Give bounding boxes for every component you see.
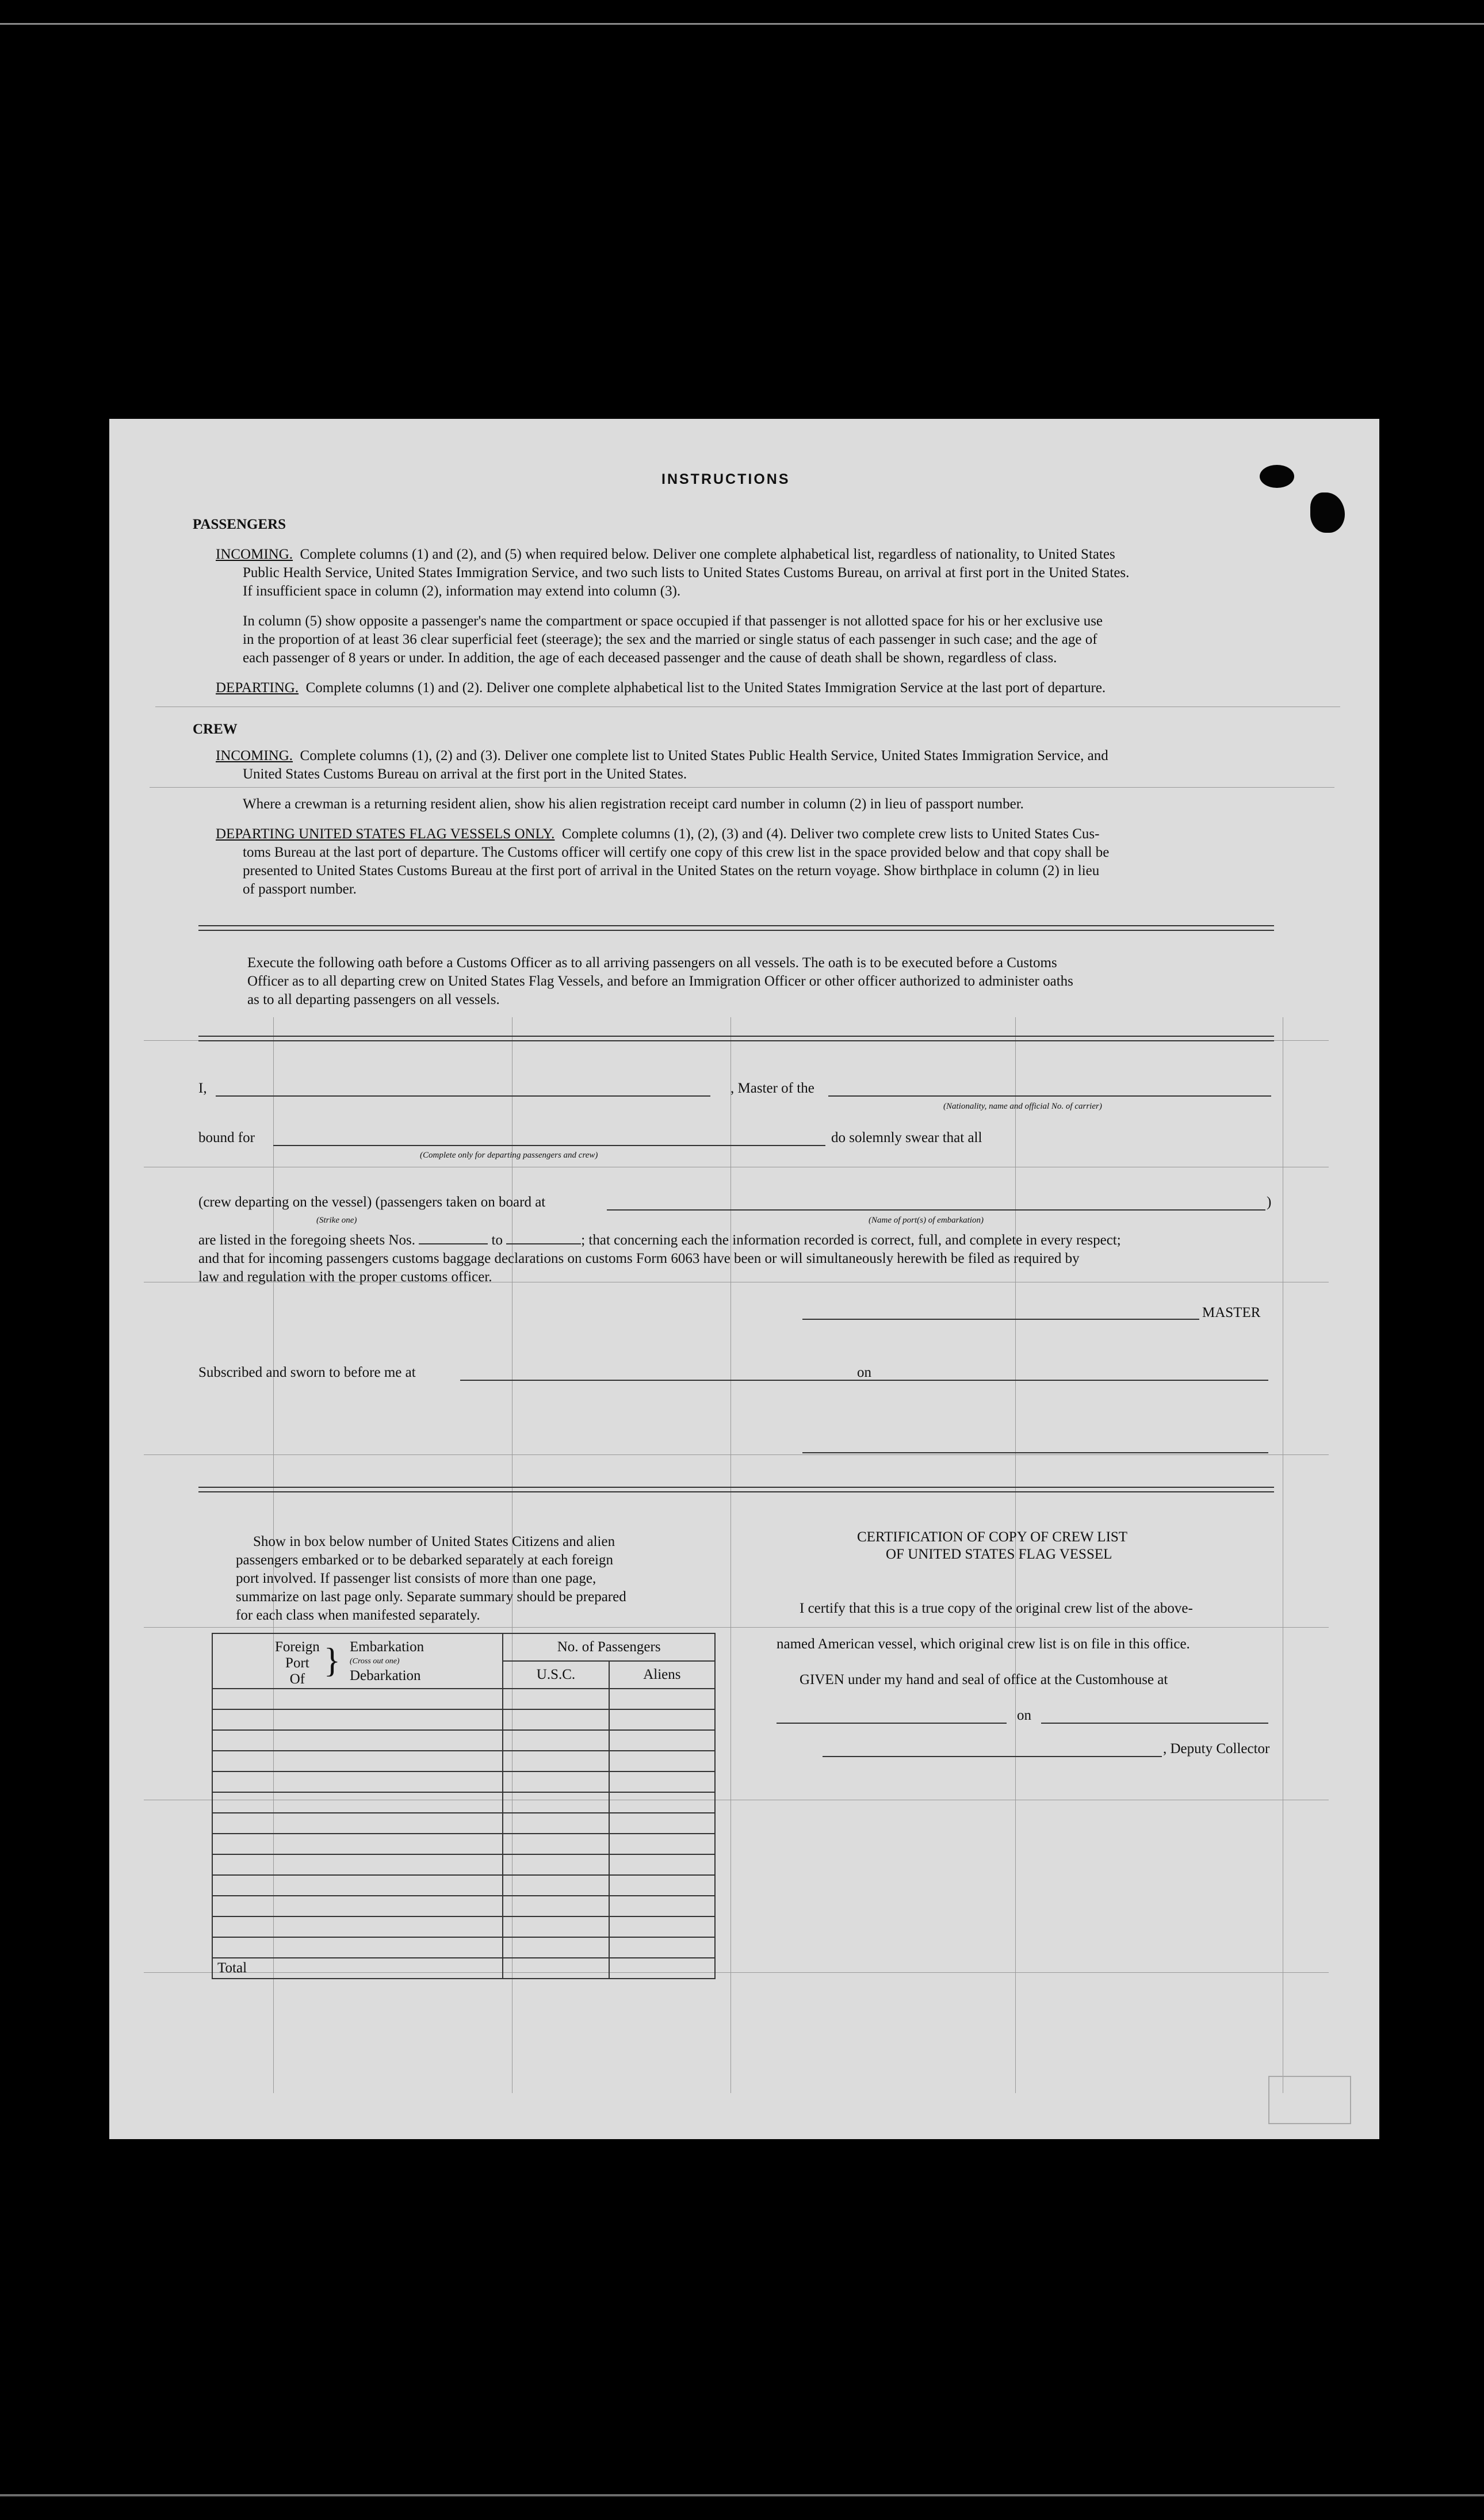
master-of-the-label: , Master of the	[730, 1080, 814, 1096]
table-row	[212, 1709, 715, 1730]
summary-line2: passengers embarked or to be debarked separately at each foreign	[236, 1552, 613, 1568]
table-row	[212, 1689, 715, 1709]
master-name-field[interactable]	[216, 1095, 710, 1097]
port-cell[interactable]	[212, 1834, 503, 1854]
oath-line2: Officer as to all departing crew on United States Flag Vessels, and before an Immigration Officer or other officer authorized to administer oaths	[247, 973, 1073, 989]
deputy-collector-label: , Deputy Collector	[1163, 1741, 1270, 1757]
usc-cell[interactable]	[503, 1730, 609, 1751]
summary-line1: Show in box below number of United States Citizens and alien	[253, 1534, 615, 1549]
incoming-paragraph-line3: If insufficient space in column (2), information may extend into column (3).	[243, 583, 681, 599]
summary-line4: summarize on last page only. Separate summary should be prepared	[236, 1589, 626, 1605]
close-paren: )	[1267, 1194, 1272, 1210]
aliens-total-cell[interactable]	[609, 1958, 715, 1979]
table-row	[212, 1813, 715, 1834]
master-signature-label: MASTER	[1202, 1305, 1261, 1320]
usc-cell[interactable]	[503, 1792, 609, 1813]
oath-line3: as to all departing passengers on all vessels.	[247, 992, 500, 1007]
departing-text: Complete columns (1) and (2). Deliver one complete alphabetical list to the United States Immigration Service at the last port of departure.	[305, 680, 1106, 696]
section-divider	[198, 930, 1274, 931]
listed-sheets-text: are listed in the foregoing sheets Nos.	[198, 1232, 415, 1248]
usc-cell[interactable]	[503, 1834, 609, 1854]
incoming-paragraph-line1	[216, 545, 1115, 563]
table-row	[212, 1730, 715, 1751]
cert-on-label: on	[1017, 1708, 1031, 1723]
section-divider	[198, 925, 1274, 926]
port-cell[interactable]	[212, 1875, 503, 1896]
foreign-label: Foreign	[275, 1639, 320, 1655]
strike-one-note: (Strike one)	[316, 1216, 357, 1225]
carrier-field[interactable]	[828, 1095, 1271, 1097]
debarkation-option[interactable]: Debarkation	[350, 1668, 421, 1683]
crew-heading: CREW	[193, 721, 238, 737]
aliens-cell[interactable]	[609, 1834, 715, 1854]
nationality-note: (Nationality, name and official No. of carrier)	[943, 1102, 1102, 1111]
bleed-line	[144, 1627, 1329, 1628]
cert-title-line2: OF UNITED STATES FLAG VESSEL	[886, 1547, 1112, 1562]
cert-date-field[interactable]	[1041, 1723, 1268, 1724]
complete-only-note: (Complete only for departing passengers and crew)	[420, 1151, 598, 1160]
departing-us-line1	[216, 825, 1099, 843]
subscribed-label: Subscribed and sworn to before me at	[198, 1365, 416, 1380]
cert-line2: named American vessel, which original crew list is on file in this office.	[777, 1636, 1190, 1652]
form-page	[109, 419, 1379, 2139]
port-cell[interactable]	[212, 1792, 503, 1813]
crewman-alien-note: Where a crewman is a returning resident alien, show his alien registration receipt card number in column (2) in lieu of passport number.	[243, 796, 1024, 812]
sworn-on-label: on	[857, 1365, 871, 1380]
cert-title-line1: CERTIFICATION OF COPY OF CREW LIST	[857, 1529, 1128, 1545]
listed-line3: law and regulation with the proper customs officer.	[198, 1269, 492, 1285]
table-row	[212, 1875, 715, 1896]
usc-cell[interactable]	[503, 1854, 609, 1875]
crew-incoming-label: INCOMING.	[216, 748, 293, 763]
no-passengers-header: No. of Passengers	[503, 1633, 715, 1661]
departing-us-line3: presented to United States Customs Bureau at the first port of arrival in the United States on the return voyage. Show birthplace in column (2) in lieu	[243, 863, 1100, 879]
sworn-date-field[interactable]	[883, 1380, 1268, 1381]
port-cell[interactable]	[212, 1813, 503, 1834]
usc-total-cell[interactable]	[503, 1958, 609, 1979]
column5-line3: each passenger of 8 years or under. In addition, the age of each deceased passenger and the cause of death shall be shown, regardless of class.	[243, 650, 1057, 666]
aliens-cell[interactable]	[609, 1813, 715, 1834]
port-cell[interactable]	[212, 1751, 503, 1771]
section-divider	[198, 1036, 1274, 1037]
aliens-cell[interactable]	[609, 1709, 715, 1730]
port-cell[interactable]	[212, 1709, 503, 1730]
usc-cell[interactable]	[503, 1916, 609, 1937]
column5-line1: In column (5) show opposite a passenger's name the compartment or space occupied if that passenger is not allotted space for his or her exclusive use	[243, 613, 1103, 629]
port-cell[interactable]	[212, 1771, 503, 1792]
usc-cell[interactable]	[503, 1875, 609, 1896]
oath-i-label: I,	[198, 1080, 207, 1096]
departing-us-text: Complete columns (1), (2), (3) and (4). Deliver two complete crew lists to United States Cus-	[561, 826, 1100, 842]
section-divider	[198, 1487, 1274, 1488]
cross-out-note: (Cross out one)	[350, 1657, 400, 1666]
table-row	[212, 1854, 715, 1875]
departing-label: DEPARTING.	[216, 680, 299, 696]
table-header-port: Foreign Port Of } Embarkation (Cross out one) Debarkation	[212, 1633, 503, 1689]
cert-line3: GIVEN under my hand and seal of office at the Customhouse at	[800, 1672, 1168, 1687]
total-label: Total	[212, 1958, 503, 1979]
port-label: Port	[285, 1655, 309, 1671]
table-row	[212, 1896, 715, 1916]
ink-blot	[1260, 465, 1294, 488]
crew-incoming-line2: United States Customs Bureau on arrival at the first port in the United States.	[243, 766, 687, 782]
listed-correct-text: ; that concerning each the information recorded is correct, full, and complete in every respect;	[581, 1232, 1121, 1248]
bleed-line	[150, 787, 1334, 788]
table-row	[212, 1751, 715, 1771]
master-signature-field[interactable]	[802, 1319, 1199, 1320]
passenger-summary-table	[212, 1633, 716, 1979]
listed-line1	[198, 1231, 1121, 1249]
port-cell[interactable]	[212, 1689, 503, 1709]
section-divider	[198, 1040, 1274, 1041]
section-divider	[198, 1491, 1274, 1492]
port-cell[interactable]	[212, 1896, 503, 1916]
aliens-cell[interactable]	[609, 1916, 715, 1937]
bound-for-label: bound for	[198, 1130, 255, 1146]
oath-line1: Execute the following oath before a Customs Officer as to all arriving passengers on all vessels. The oath is to be executed before a Customs	[247, 955, 1057, 971]
sheet-to-field[interactable]	[506, 1232, 581, 1244]
ink-blot	[1310, 492, 1345, 533]
crew-incoming-line1	[216, 747, 1108, 765]
table-row	[212, 1937, 715, 1958]
port-embarkation-note: (Name of port(s) of embarkation)	[869, 1216, 984, 1225]
usc-cell[interactable]	[503, 1689, 609, 1709]
officer-signature-field[interactable]	[802, 1452, 1268, 1453]
embarkation-option[interactable]: Embarkation	[350, 1639, 424, 1655]
summary-line5: for each class when manifested separately.	[236, 1608, 480, 1623]
usc-cell[interactable]	[503, 1896, 609, 1916]
destination-field[interactable]	[273, 1145, 825, 1146]
departing-us-label: DEPARTING UNITED STATES FLAG VESSELS ONLY.	[216, 826, 555, 842]
deputy-collector-signature-field[interactable]	[823, 1756, 1162, 1757]
crew-departing-text: (crew departing on the vessel) (passengers taken on board at	[198, 1194, 546, 1210]
aliens-cell[interactable]	[609, 1751, 715, 1771]
aliens-cell[interactable]	[609, 1875, 715, 1896]
incoming-paragraph-line2: Public Health Service, United States Immigration Service, and two such lists to United States Customs Bureau, on arrival at first port in the United States.	[243, 565, 1130, 581]
aliens-cell[interactable]	[609, 1854, 715, 1875]
cert-line1: I certify that this is a true copy of the original crew list of the above-	[800, 1601, 1193, 1616]
usc-cell[interactable]	[503, 1937, 609, 1958]
crew-incoming-text: Complete columns (1), (2) and (3). Deliver one complete list to United States Public Health Service, United States Immigration Service, and	[300, 748, 1108, 763]
summary-line3: port involved. If passenger list consists of more than one page,	[236, 1571, 596, 1586]
departing-paragraph	[216, 679, 1106, 697]
table-row	[212, 1916, 715, 1937]
bottom-border-line	[0, 2494, 1484, 2496]
embarkation-port-field[interactable]	[607, 1209, 1265, 1211]
passengers-heading: PASSENGERS	[193, 517, 286, 532]
port-cell[interactable]	[212, 1730, 503, 1751]
port-cell[interactable]	[212, 1916, 503, 1937]
table-row	[212, 1792, 715, 1813]
departing-us-line4: of passport number.	[243, 881, 357, 897]
aliens-cell[interactable]	[609, 1896, 715, 1916]
table-row	[212, 1834, 715, 1854]
usc-cell[interactable]	[503, 1813, 609, 1834]
customhouse-field[interactable]	[777, 1723, 1007, 1724]
aliens-cell[interactable]	[609, 1937, 715, 1958]
incoming-label: INCOMING.	[216, 547, 293, 562]
aliens-cell[interactable]	[609, 1730, 715, 1751]
aliens-cell[interactable]	[609, 1792, 715, 1813]
usc-header: U.S.C.	[503, 1661, 609, 1689]
sheet-from-field[interactable]	[419, 1232, 488, 1244]
usc-cell[interactable]	[503, 1751, 609, 1771]
listed-line2: and that for incoming passengers customs baggage declarations on customs Form 6063 have been or will simultaneously herewith be filed as required by	[198, 1251, 1080, 1266]
table-row	[212, 1771, 715, 1792]
bleed-line	[730, 1017, 731, 2093]
faint-stamp-box	[1268, 2076, 1351, 2124]
incoming-text-1: Complete columns (1) and (2), and (5) when required below. Deliver one complete alphabetical list, regardless of nationality, to United States	[300, 547, 1115, 562]
port-cell[interactable]	[212, 1854, 503, 1875]
aliens-header: Aliens	[609, 1661, 715, 1689]
page-title: INSTRUCTIONS	[661, 471, 790, 487]
bleed-line	[144, 1454, 1329, 1455]
port-cell[interactable]	[212, 1937, 503, 1958]
solemnly-swear-text: do solemnly swear that all	[831, 1130, 982, 1146]
listed-to-text: to	[491, 1232, 503, 1248]
usc-cell[interactable]	[503, 1709, 609, 1730]
column5-line2: in the proportion of at least 36 clear superficial feet (steerage); the sex and the married or single status of each passenger in such case; and the age of	[243, 632, 1097, 647]
table-total-row	[212, 1958, 715, 1979]
of-label: Of	[289, 1671, 305, 1687]
aliens-cell[interactable]	[609, 1771, 715, 1792]
aliens-cell[interactable]	[609, 1689, 715, 1709]
departing-us-line2: toms Bureau at the last port of departure. The Customs officer will certify one copy of this crew list in the space provided below and that copy shall be	[243, 845, 1110, 860]
usc-cell[interactable]	[503, 1771, 609, 1792]
top-border-line	[0, 23, 1484, 25]
